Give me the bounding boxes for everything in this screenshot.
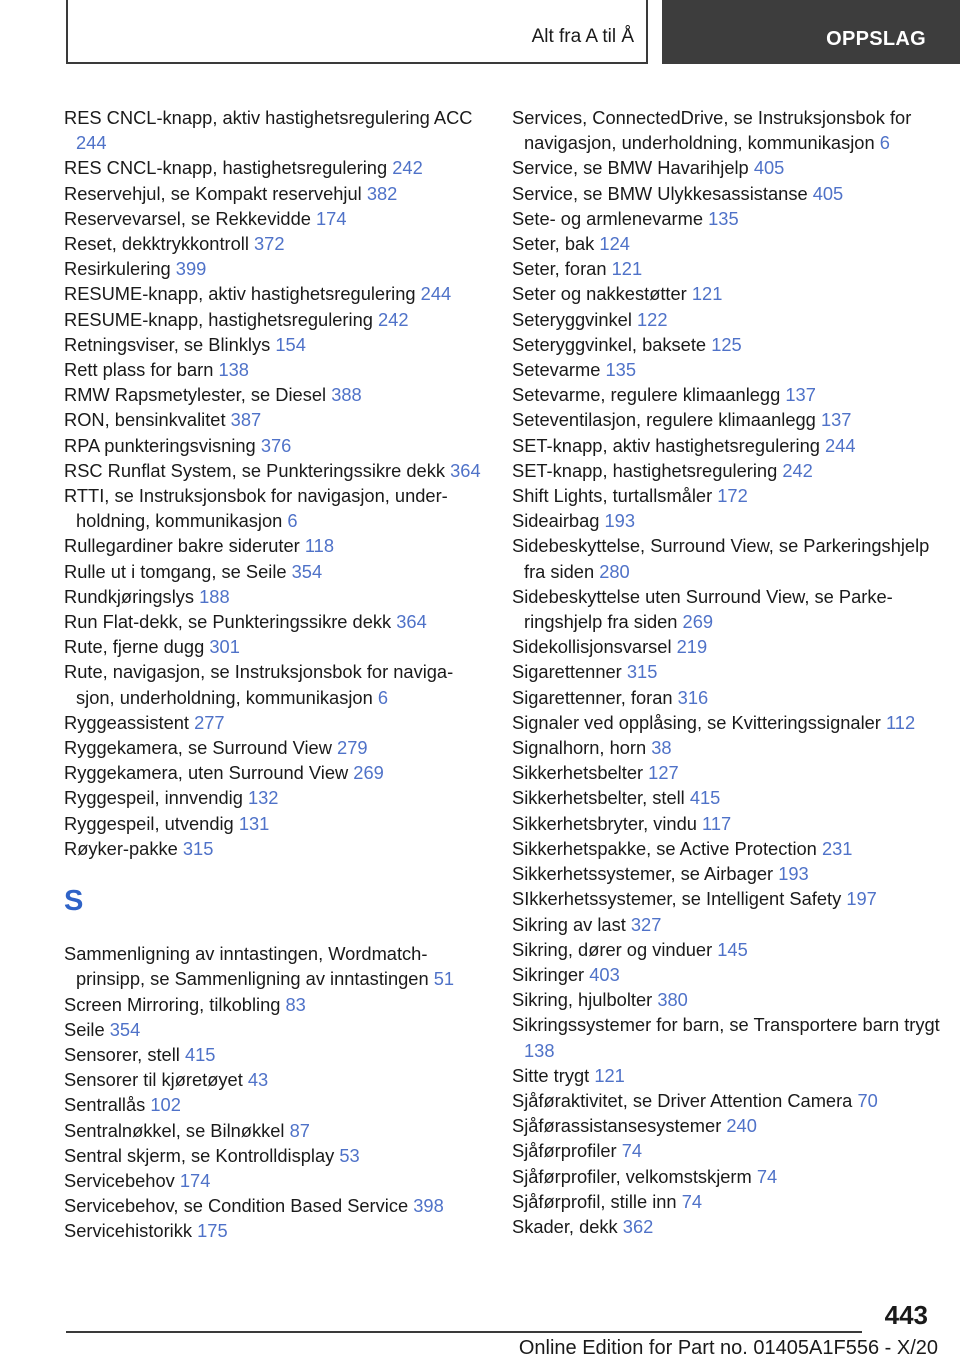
index-entry (64, 483, 484, 533)
index-entry-term: Sikringer (512, 963, 585, 985)
index-entry-term: Seteryggvinkel, baksete (512, 333, 707, 355)
index-entry-term: Servicebehov, se Condition Based Service (64, 1195, 409, 1217)
index-entry (512, 508, 942, 533)
index-entry-term: RESUME-knapp, aktiv hastighetsregulering (64, 283, 416, 305)
index-entry-term: Retningsviser, se Blinklys (64, 333, 271, 355)
index-entry-term: Seter, bak (512, 233, 595, 255)
index-entry (512, 1113, 942, 1138)
index-entry (64, 1118, 484, 1143)
index-entry-term: Sjåførprofiler, velkomstskjerm (512, 1165, 752, 1187)
index-entry (64, 256, 484, 281)
index-entry-term: Run Flat-dekk, se Punkteringssikre dekk (64, 611, 392, 633)
index-entry-page-link[interactable]: 244 (76, 132, 107, 154)
index-entry-page-link[interactable]: 398 (413, 1195, 444, 1217)
index-entry-term: Rullegardiner bakre sideruter (64, 535, 300, 557)
index-entry (64, 382, 484, 407)
index-entry (512, 962, 942, 987)
chapter-tab-label: OPPSLAG (826, 28, 926, 50)
index-entry (512, 1214, 942, 1239)
index-entry (512, 483, 942, 508)
index-entry (512, 584, 942, 634)
index-entry-term: Ryggespeil, innvendig (64, 787, 243, 809)
index-entry-page-link[interactable]: 74 (621, 1140, 643, 1162)
index-entry-page-link[interactable]: 301 (209, 636, 240, 658)
index-entry-page-link[interactable]: 327 (630, 913, 662, 935)
index-entry (64, 105, 484, 155)
index-entry (64, 1092, 484, 1117)
index-entry-term: Sideairbag (512, 510, 600, 532)
index-entry (64, 1218, 484, 1243)
index-entry (64, 992, 484, 1017)
index-entry (512, 735, 942, 760)
index-entry-term: Sentral skjerm, se Kontrolldisplay (64, 1144, 335, 1166)
index-entry (64, 836, 484, 861)
index-entry-term: RESUME-knapp, hastighetsregulering (64, 308, 373, 330)
index-entry-page-link[interactable]: 244 (825, 434, 856, 456)
index-entry-page-link[interactable]: 74 (681, 1190, 703, 1212)
index-entry-page-link[interactable]: 53 (339, 1144, 360, 1166)
index-entry-page-link[interactable]: 6 (287, 510, 298, 532)
index-column-left (64, 105, 484, 1244)
index-column-right (512, 105, 942, 1239)
index-entry-term: Services, ConnectedDrive, se Instruksjonsbok for navigasjon, underholdning, kommunikasjon (512, 107, 912, 154)
index-entry-page-link[interactable]: 315 (182, 837, 214, 859)
index-entry-page-link[interactable]: 219 (676, 636, 708, 658)
index-entry-page-link[interactable]: 277 (194, 711, 225, 733)
index-entry-page-link[interactable]: 316 (677, 686, 709, 708)
index-entry-page-link[interactable]: 131 (238, 812, 270, 834)
index-entry-term: RTTI, se Instruksjonsbok for navigasjon, underholdning, kommunikasjon (64, 485, 448, 532)
index-entry-term: Signaler ved opplåsing, se Kvitteringssignaler (512, 711, 881, 733)
index-entry-term: Sidebeskyttelse uten Surround View, se Parkeringshjelp fra siden (512, 585, 893, 633)
index-entry-page-link[interactable]: 121 (611, 258, 643, 280)
index-entry-term: Sigarettenner, foran (512, 686, 673, 708)
index-entry (64, 533, 484, 558)
index-entry-page-link[interactable]: 405 (753, 157, 785, 179)
index-entry (64, 1067, 484, 1092)
index-entry-term: Sjåførprofiler (512, 1140, 617, 1162)
index-entry-page-link[interactable]: 376 (260, 434, 292, 456)
index-entry (512, 433, 942, 458)
index-entry (512, 357, 942, 382)
index-entry-term: Sjåføraktivitet, se Driver Attention Camera (512, 1089, 853, 1111)
index-entry (64, 710, 484, 735)
index-entry-term: Sidekollisjonsvarsel (512, 636, 672, 658)
index-entry-page-link[interactable]: 135 (708, 207, 739, 229)
index-entry-term: RES CNCL-knapp, hastighetsregulering (64, 157, 388, 179)
index-entry-page-link[interactable]: 193 (778, 863, 809, 885)
index-entry-page-link[interactable]: 240 (726, 1115, 757, 1137)
index-entry-term: Sikkerhetsbelter (512, 762, 644, 784)
index-entry-term: Sikring, hjulbolter (512, 989, 653, 1011)
index-entry-page-link[interactable]: 121 (594, 1064, 625, 1086)
index-entry-term: Sikkerhetsbryter, vindu (512, 812, 697, 834)
index-entry-page-link[interactable]: 415 (184, 1043, 216, 1065)
index-entry-term: Sikringssystemer for barn, se Transportere barn trygt (512, 1014, 940, 1036)
index-group-s-continued (512, 105, 942, 1239)
index-entry-term: Screen Mirroring, tilkobling (64, 993, 281, 1015)
index-entry (512, 206, 942, 231)
index-entry-term: Sentrallås (64, 1094, 146, 1116)
index-entry-term: Sidebeskyttelse, Surround View, se Parkeringshjelp fra siden (512, 535, 930, 582)
index-entry-page-link[interactable]: 242 (378, 308, 409, 330)
index-entry-page-link[interactable]: 70 (857, 1089, 878, 1111)
index-entry-term: Reservehjul, se Kompakt reservehjul (64, 182, 362, 204)
index-entry-page-link[interactable]: 43 (247, 1069, 269, 1091)
index-entry-term: Seter, foran (512, 258, 607, 280)
index-entry (512, 1088, 942, 1113)
index-entry-term: SET-knapp, hastighetsregulering (512, 459, 778, 481)
index-entry (512, 836, 942, 861)
index-entry (64, 1017, 484, 1042)
index-entry-term: Signalhorn, horn (512, 737, 647, 759)
index-entry-term: Setevarme, regulere klimaanlegg (512, 384, 781, 406)
index-entry (512, 458, 942, 483)
index-entry-term: Sensorer til kjøretøyet (64, 1069, 243, 1091)
index-entry-page-link[interactable]: 188 (199, 585, 230, 607)
index-entry-term: Reservevarsel, se Rekkevidde (64, 207, 311, 229)
index-entry (512, 382, 942, 407)
index-entry (64, 785, 484, 810)
index-entry-page-link[interactable]: 364 (396, 611, 427, 633)
index-entry-page-link[interactable]: 138 (218, 359, 249, 381)
index-entry-page-link[interactable]: 137 (820, 409, 852, 431)
index-entry-page-link[interactable]: 121 (691, 283, 723, 305)
index-entry (512, 785, 942, 810)
index-entry-page-link[interactable]: 242 (782, 459, 813, 481)
index-entry-page-link[interactable]: 315 (626, 661, 658, 683)
index-entry-term: Service, se BMW Ulykkesassistanse (512, 182, 808, 204)
chapter-tab (662, 0, 960, 64)
index-entry (64, 357, 484, 382)
index-entry-page-link[interactable]: 354 (291, 560, 323, 582)
index-entry-page-link[interactable]: 399 (175, 258, 207, 280)
index-entry (64, 760, 484, 785)
index-entry (64, 206, 484, 231)
index-entry-page-link[interactable]: 354 (109, 1018, 141, 1040)
index-entry-term: Servicehistorikk (64, 1220, 193, 1242)
index-entry (512, 281, 942, 306)
index-entry (512, 912, 942, 937)
index-entry (512, 307, 942, 332)
index-entry-term: Rulle ut i tomgang, se Seile (64, 560, 287, 582)
index-entry-term: Sjåførprofil, stille inn (512, 1190, 677, 1212)
index-entry-term: Seteryggvinkel (512, 308, 632, 330)
index-entry (64, 735, 484, 760)
index-entry-page-link[interactable]: 138 (524, 1039, 555, 1061)
index-entry-term: Sjåførassistansesystemer (512, 1115, 722, 1137)
index-entry-term: Rett plass for barn (64, 359, 214, 381)
index-entry-term: Sitte trygt (512, 1064, 590, 1086)
index-entry-term: RSC Runflat System, se Punkteringssikre dekk (64, 459, 446, 481)
index-entry-page-link[interactable]: 87 (289, 1119, 310, 1141)
index-entry (64, 458, 484, 483)
index-entry-page-link[interactable]: 193 (604, 510, 636, 532)
index-entry-page-link[interactable]: 51 (433, 968, 455, 990)
index-entry (512, 181, 942, 206)
index-entry-page-link[interactable]: 102 (150, 1094, 181, 1116)
index-entry-term: Ryggespeil, utvendig (64, 812, 234, 834)
index-entry (512, 332, 942, 357)
index-entry (512, 760, 942, 785)
index-entry-term: Rute, navigasjon, se Instruksjonsbok for navigasjon, underholdning, kommunikasjon (64, 661, 454, 708)
index-entry-term: Sigarettenner (512, 661, 622, 683)
index-entry-term: Setevarme (512, 359, 601, 381)
index-entry-term: Sikring, dører og vinduer (512, 938, 713, 960)
index-entry-page-link[interactable]: 197 (846, 888, 877, 910)
index-entry-term: Servicebehov (64, 1169, 175, 1191)
index-entry (64, 811, 484, 836)
index-entry-page-link[interactable]: 403 (589, 963, 620, 985)
index-entry-page-link[interactable]: 372 (254, 233, 285, 255)
index-entry (512, 811, 942, 836)
index-entry-page-link[interactable]: 244 (420, 283, 452, 305)
index-entry-page-link[interactable]: 132 (247, 787, 279, 809)
page-number: 443 (884, 1300, 928, 1330)
index-entry (64, 634, 484, 659)
index-entry-page-link[interactable]: 127 (648, 762, 679, 784)
index-entry-page-link[interactable]: 269 (682, 611, 714, 633)
index-entry (64, 1143, 484, 1168)
index-entry-term: Røyker-pakke (64, 837, 178, 859)
index-entry-term: Reset, dekktrykkontroll (64, 233, 249, 255)
index-entry (512, 407, 942, 432)
index-entry-page-link[interactable]: 380 (657, 989, 688, 1011)
index-entry (512, 1063, 942, 1088)
index-entry (512, 533, 942, 583)
index-entry-page-link[interactable]: 145 (717, 938, 748, 960)
index-entry (512, 685, 942, 710)
index-entry-page-link[interactable]: 364 (450, 459, 481, 481)
index-entry-page-link[interactable]: 6 (377, 686, 389, 708)
footer-edition-text: Online Edition for Part no. 01405A1F556 - X/20 (518, 1337, 938, 1359)
index-entry (64, 559, 484, 584)
index-entry-term: Seile (64, 1018, 105, 1040)
index-entry (512, 861, 942, 886)
index-entry (64, 307, 484, 332)
index-entry-page-link[interactable]: 280 (599, 560, 630, 582)
footer-rule (66, 1331, 862, 1333)
index-entry (512, 1012, 942, 1062)
index-entry-page-link[interactable]: 6 (879, 132, 890, 154)
index-entry (512, 659, 942, 684)
index-entry-term: RES CNCL-knapp, aktiv hastighetsregulering ACC (64, 107, 473, 128)
index-entry-page-link[interactable]: 382 (366, 182, 398, 204)
index-entry-page-link[interactable]: 174 (316, 207, 347, 229)
index-entry-term: SIkkerhetssystemer, se Intelligent Safety (512, 888, 842, 910)
index-entry-page-link[interactable]: 279 (337, 737, 368, 759)
index-entry-term: Ryggekamera, se Surround View (64, 737, 332, 759)
index-entry-page-link[interactable]: 174 (179, 1169, 211, 1191)
index-entry-term: RMW Rapsmetylester, se Diesel (64, 384, 327, 406)
index-entry-page-link[interactable]: 38 (651, 737, 672, 759)
index-entry-page-link[interactable]: 74 (756, 1165, 778, 1187)
index-entry-term: Sensorer, stell (64, 1043, 180, 1065)
index-entry-page-link[interactable]: 122 (637, 308, 668, 330)
index-entry-term: Seter og nakkestøtter (512, 283, 687, 305)
index-entry-term: SET-knapp, aktiv hastighetsregulering (512, 434, 820, 456)
index-entry-page-link[interactable]: 405 (812, 182, 844, 204)
index-entry (512, 1138, 942, 1163)
index-entry (64, 231, 484, 256)
index-entry (64, 281, 484, 306)
index-entry-page-link[interactable]: 83 (285, 993, 306, 1015)
index-entry-page-link[interactable]: 118 (304, 535, 334, 557)
index-entry-page-link[interactable]: 172 (717, 485, 748, 507)
index-entry-page-link[interactable]: 388 (331, 384, 362, 406)
index-entry (64, 155, 484, 180)
index-entry (64, 332, 484, 357)
index-entry (512, 634, 942, 659)
index-entry (512, 937, 942, 962)
index-entry (64, 659, 484, 709)
index-entry (512, 987, 942, 1012)
index-entry-page-link[interactable]: 154 (275, 333, 306, 355)
index-entry-page-link[interactable]: 117 (702, 812, 732, 834)
index-entry-page-link[interactable]: 242 (392, 157, 423, 179)
index-entry-page-link[interactable]: 135 (605, 359, 637, 381)
index-entry-page-link[interactable]: 125 (711, 333, 742, 355)
index-entry-term: Sete- og armlenevarme (512, 207, 704, 229)
index-entry-term: Resirkulering (64, 258, 171, 280)
index-entry-term: RPA punkteringsvisning (64, 434, 256, 456)
index-entry-term: Rute, fjerne dugg (64, 636, 205, 658)
index-entry (64, 609, 484, 634)
index-entry (512, 710, 942, 735)
section-letter: S (64, 885, 84, 918)
index-entry (64, 181, 484, 206)
index-entry-page-link[interactable]: 137 (785, 384, 816, 406)
index-entry-term: Service, se BMW Havarihjelp (512, 157, 749, 179)
index-entry (64, 407, 484, 432)
index-entry-page-link[interactable]: 175 (197, 1220, 228, 1242)
index-entry-term: Ryggeassistent (64, 711, 189, 733)
index-entry-page-link[interactable]: 387 (230, 409, 262, 431)
index-entry-page-link[interactable]: 124 (599, 233, 630, 255)
index-entry-page-link[interactable]: 112 (885, 711, 916, 733)
index-entry (512, 105, 942, 155)
index-entry-page-link[interactable]: 362 (622, 1215, 654, 1237)
index-entry (512, 155, 942, 180)
index-entry (64, 584, 484, 609)
index-entry-term: Seteventilasjon, regulere klimaanlegg (512, 409, 816, 431)
index-group-r (64, 105, 484, 861)
index-entry (512, 256, 942, 281)
index-entry-term: Sentralnøkkel, se Bilnøkkel (64, 1119, 285, 1141)
index-entry-term: Shift Lights, turtallsmåler (512, 485, 713, 507)
index-entry (512, 1164, 942, 1189)
index-entry-term: Sikring av last (512, 913, 626, 935)
index-entry-page-link[interactable]: 415 (689, 787, 721, 809)
index-entry-term: Sikkerhetspakke, se Active Protection (512, 837, 817, 859)
section-title: Alt fra A til Å (531, 26, 634, 47)
index-entry-term: Sikkerhetssystemer, se Airbager (512, 863, 774, 885)
index-entry (64, 1168, 484, 1193)
index-entry (64, 941, 484, 991)
index-entry (512, 1189, 942, 1214)
index-entry-term: RON, bensinkvalitet (64, 409, 226, 431)
index-entry-term: Sikkerhetsbelter, stell (512, 787, 685, 809)
index-entry (64, 1193, 484, 1218)
index-entry-term: Rundkjøringslys (64, 585, 195, 607)
index-entry (512, 231, 942, 256)
index-entry-page-link[interactable]: 269 (353, 762, 384, 784)
index-entry-term: Ryggekamera, uten Surround View (64, 762, 349, 784)
index-entry-term: Sammenligning av inntastingen, Wordmatch-prinsipp, se Sammenligning av inntastingen (64, 943, 429, 990)
index-entry (512, 886, 942, 911)
index-entry-term: Skader, dekk (512, 1215, 618, 1237)
index-entry (64, 433, 484, 458)
index-group-s (64, 941, 484, 1243)
index-entry-page-link[interactable]: 231 (821, 837, 853, 859)
index-entry (64, 1042, 484, 1067)
